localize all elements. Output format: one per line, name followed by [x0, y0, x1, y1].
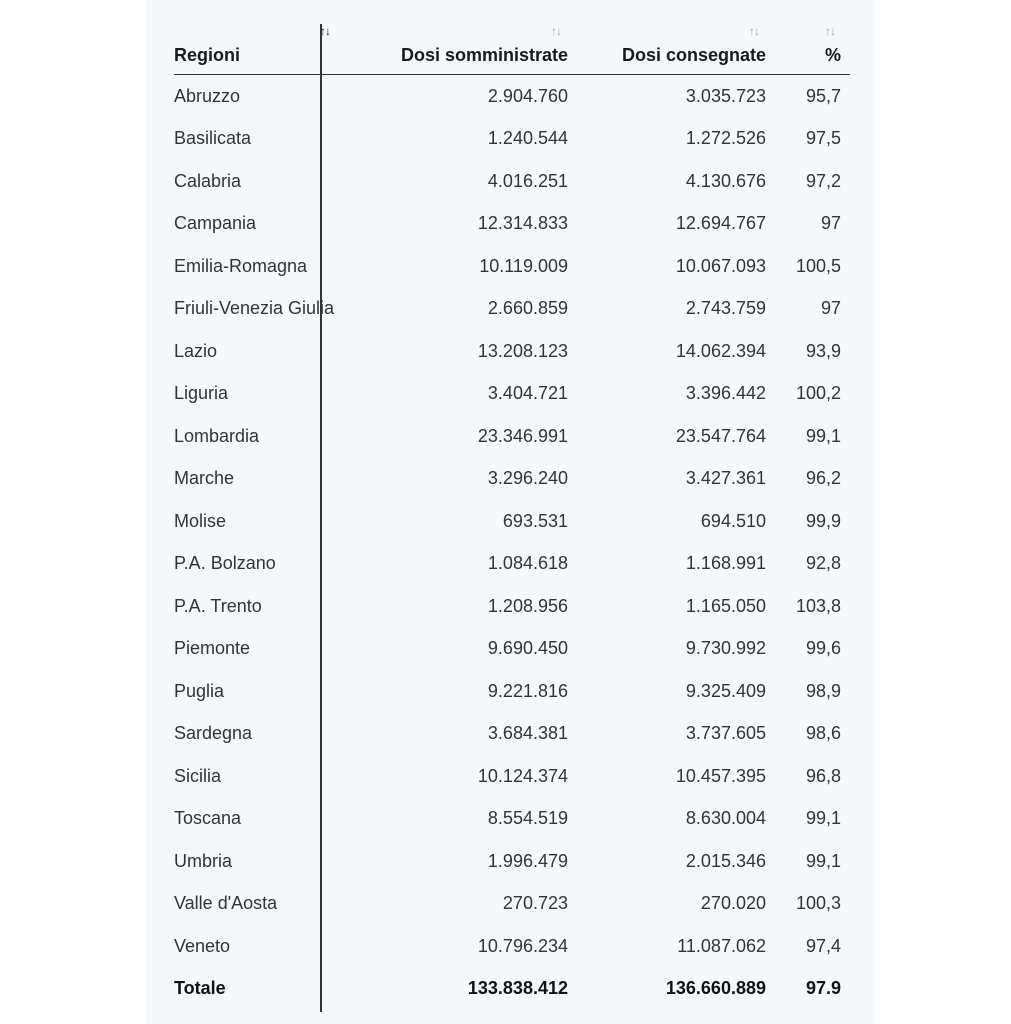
cell-administered: 10.796.234	[477, 935, 568, 956]
table-total-row	[174, 968, 850, 1011]
table-panel	[146, 0, 874, 1024]
table-row	[174, 373, 850, 416]
header-administered[interactable]: Dosi somministrate	[400, 45, 568, 65]
cell-administered: 10.119.009	[479, 255, 568, 276]
cell-region: Sardegna	[174, 723, 253, 744]
cell-administered: 3.296.240	[487, 468, 568, 489]
cell-percent: 95,7	[805, 85, 841, 106]
cell-percent: 92,8	[805, 553, 841, 574]
cell-region: Marche	[174, 468, 235, 489]
table-row	[174, 840, 850, 883]
sort-administered-icon[interactable]: ↑↓	[551, 24, 561, 38]
table-row	[174, 925, 850, 968]
cell-region: Veneto	[174, 935, 231, 956]
table-row	[174, 500, 850, 543]
cell-percent: 97	[820, 298, 841, 319]
cell-administered: 12.314.833	[477, 213, 568, 234]
cell-region: Friuli-Venezia Giulia	[174, 298, 335, 319]
cell-administered: 8.554.519	[487, 808, 568, 829]
cell-percent: 99,1	[805, 808, 841, 829]
table-row	[174, 798, 850, 841]
table-row	[174, 713, 850, 756]
cell-delivered: 4.130.676	[685, 170, 766, 191]
table-row	[174, 670, 850, 713]
table-row	[174, 883, 850, 926]
cell-percent: 99,9	[805, 510, 841, 531]
cell-delivered: 3.396.442	[685, 383, 766, 404]
table-header-row	[174, 24, 850, 75]
cell-region: Emilia-Romagna	[174, 255, 308, 276]
cell-percent: 100,2	[795, 383, 841, 404]
cell-region: Puglia	[174, 680, 225, 701]
table-row	[174, 203, 850, 246]
table-row	[174, 245, 850, 288]
cell-administered: 1.208.956	[487, 595, 568, 616]
cell-percent: 98,9	[805, 680, 841, 701]
cell-administered: 1.084.618	[487, 553, 568, 574]
table-row	[174, 415, 850, 458]
table-row	[174, 288, 850, 331]
cell-percent: 97	[820, 213, 841, 234]
cell-percent: 100,3	[795, 893, 841, 914]
cell-administered: 10.124.374	[477, 765, 568, 786]
table-row	[174, 628, 850, 671]
table-row	[174, 118, 850, 161]
cell-region: Basilicata	[174, 128, 252, 149]
cell-region: Campania	[174, 213, 257, 234]
table-row	[174, 543, 850, 586]
cell-delivered: 3.035.723	[685, 85, 766, 106]
cell-region: Umbria	[174, 850, 233, 871]
cell-delivered: 14.062.394	[675, 340, 766, 361]
sort-percent-icon[interactable]: ↑↓	[825, 24, 835, 38]
total-administered: 133.838.412	[467, 978, 568, 999]
cell-delivered: 3.427.361	[685, 468, 766, 489]
cell-region: Molise	[174, 510, 227, 531]
cell-percent: 99,6	[805, 638, 841, 659]
cell-delivered: 9.730.992	[685, 638, 766, 659]
header-delivered[interactable]: Dosi consegnate	[621, 45, 766, 65]
cell-region: Sicilia	[174, 765, 222, 786]
cell-administered: 4.016.251	[487, 170, 568, 191]
cell-administered: 1.996.479	[487, 850, 568, 871]
cell-administered: 9.690.450	[487, 638, 568, 659]
header-percent[interactable]: %	[824, 45, 841, 65]
cell-delivered: 1.165.050	[685, 595, 766, 616]
cell-region: Lombardia	[174, 425, 260, 446]
cell-administered: 13.208.123	[477, 340, 568, 361]
table-body	[174, 75, 850, 968]
table-row	[174, 585, 850, 628]
cell-administered: 2.660.859	[487, 298, 568, 319]
cell-percent: 96,2	[805, 468, 841, 489]
cell-administered: 1.240.544	[487, 128, 568, 149]
cell-administered: 23.346.991	[477, 425, 568, 446]
cell-percent: 93,9	[805, 340, 841, 361]
cell-delivered: 23.547.764	[675, 425, 766, 446]
cell-percent: 99,1	[805, 850, 841, 871]
table-row	[174, 458, 850, 501]
cell-region: Valle d'Aosta	[174, 893, 278, 914]
table-row	[174, 160, 850, 203]
sort-region-icon[interactable]: ↑↓	[320, 24, 330, 38]
cell-delivered: 10.067.093	[675, 255, 766, 276]
cell-administered: 270.723	[502, 893, 568, 914]
cell-region: Toscana	[174, 808, 242, 829]
cell-region: Piemonte	[174, 638, 251, 659]
cell-administered: 2.904.760	[487, 85, 568, 106]
cell-administered: 3.404.721	[487, 383, 568, 404]
cell-percent: 103,8	[795, 595, 841, 616]
cell-region: Abruzzo	[174, 85, 241, 106]
cell-administered: 9.221.816	[487, 680, 568, 701]
cell-region: P.A. Bolzano	[174, 553, 276, 574]
cell-administered: 3.684.381	[487, 723, 568, 744]
cell-region: Lazio	[174, 340, 218, 361]
sort-delivered-icon[interactable]: ↑↓	[749, 24, 759, 38]
total-delivered: 136.660.889	[665, 978, 766, 999]
cell-region: Calabria	[174, 170, 242, 191]
cell-delivered: 2.743.759	[685, 298, 766, 319]
cell-percent: 98,6	[805, 723, 841, 744]
cell-delivered: 11.087.062	[677, 935, 766, 956]
vaccine-doses-table	[174, 24, 850, 1010]
total-label: Totale	[174, 978, 226, 999]
cell-delivered: 3.737.605	[685, 723, 766, 744]
header-region[interactable]: Regioni	[174, 45, 240, 65]
cell-delivered: 9.325.409	[685, 680, 766, 701]
cell-delivered: 1.168.991	[685, 553, 766, 574]
cell-administered: 693.531	[502, 510, 568, 531]
cell-delivered: 270.020	[700, 893, 766, 914]
cell-percent: 97,2	[805, 170, 841, 191]
cell-delivered: 10.457.395	[675, 765, 766, 786]
cell-delivered: 12.694.767	[675, 213, 766, 234]
table-row	[174, 330, 850, 373]
cell-percent: 97,5	[805, 128, 841, 149]
cell-delivered: 2.015.346	[685, 850, 766, 871]
cell-percent: 99,1	[805, 425, 841, 446]
cell-percent: 97,4	[805, 935, 841, 956]
cell-percent: 100,5	[795, 255, 841, 276]
cell-delivered: 694.510	[700, 510, 766, 531]
cell-region: P.A. Trento	[174, 595, 262, 616]
cell-region: Liguria	[174, 383, 229, 404]
cell-delivered: 8.630.004	[685, 808, 766, 829]
cell-delivered: 1.272.526	[685, 128, 766, 149]
table-row	[174, 75, 850, 118]
cell-percent: 96,8	[805, 765, 841, 786]
table-row	[174, 755, 850, 798]
total-percent: 97.9	[805, 978, 841, 999]
